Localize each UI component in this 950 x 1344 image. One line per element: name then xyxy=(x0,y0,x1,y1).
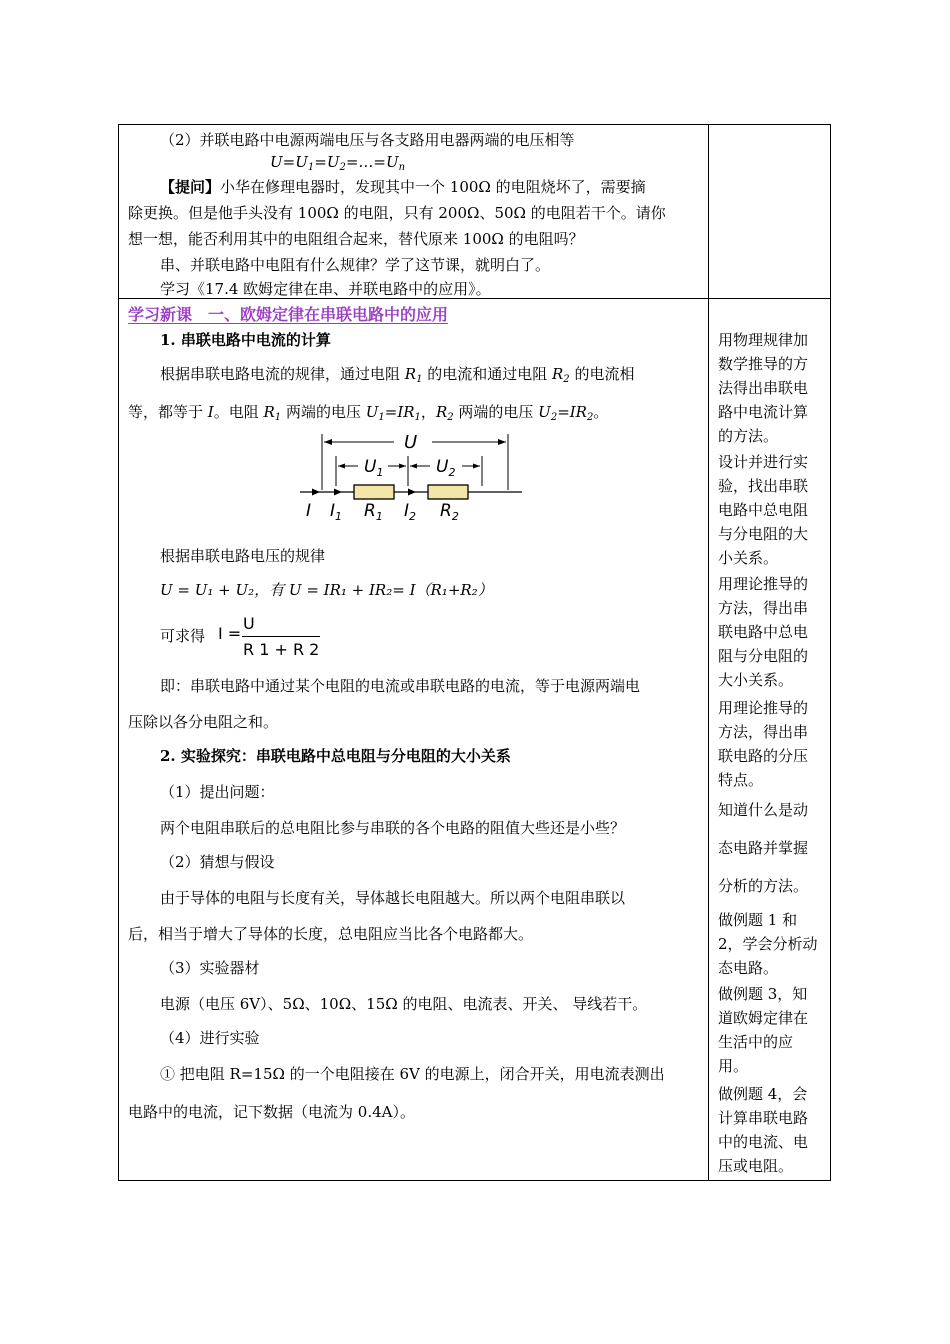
step-3-text: 电源（电压 6V）、5Ω、10Ω、15Ω 的电阻、电流表、开关、 导线若干。 xyxy=(160,995,648,1013)
sidebar-note-line: 计算串联电路 xyxy=(718,1109,809,1127)
sidebar-note-line: 大小关系。 xyxy=(718,671,794,689)
fraction-lhs: I = xyxy=(218,624,242,643)
step-4-label: （4）进行实验 xyxy=(160,1029,260,1047)
u-arrow-right xyxy=(498,439,506,445)
section-heading: 学习新课 一、欧姆定律在串联电路中的应用 xyxy=(128,305,449,324)
sidebar-note-line: 小关系。 xyxy=(718,549,779,567)
label-u: U xyxy=(404,432,418,453)
question-line-3: 想一想，能否利用其中的电阻组合起来，替代原来 100Ω 的电阻吗？ xyxy=(128,230,584,248)
label-i2: $I_2$ xyxy=(404,501,417,523)
paragraph-1-line-2: 等，都等于 I。电阻 $R_1$ 两端的电压 $U_1=IR_1$，$R_2$ 两端的电压 $U_2=IR_2$。 xyxy=(128,403,609,423)
paragraph-1-line-1: 根据串联电路电流的规律，通过电阻 $R_1$ 的电流和通过电阻 $R_2$ 的电流相 xyxy=(160,365,635,385)
step-1-text: 两个电阻串联后的总电阻比参与串联的各个电路的阻值大些还是小些？ xyxy=(160,819,626,837)
conclusion-line-1: 即：串联电路中通过某个电阻的电流或串联电路的电流，等于电源两端电 xyxy=(160,677,641,695)
subsection-2-title: 2. 实验探究：串联电路中总电阻与分电阻的大小关系 xyxy=(160,747,511,765)
sidebar-note-line: 联电路的分压 xyxy=(718,747,809,765)
sidebar-note-line: 道欧姆定律在 xyxy=(718,1009,809,1027)
intro-line: 串、并联电路中电阻有什么规律？学了这节课，就明白了。 xyxy=(160,256,551,274)
u-arrow-left xyxy=(324,439,332,445)
label-r2: $R_2$ xyxy=(440,501,459,523)
sidebar-note-line: 方法，得出串 xyxy=(718,723,809,741)
sidebar-note-line: 法得出串联电 xyxy=(718,379,809,397)
label-r1: $R_1$ xyxy=(364,501,383,523)
parallel-voltage-formula: $U=U_1=U_2=\dots=U_n$ xyxy=(270,153,406,173)
label-i: I xyxy=(306,501,312,521)
solve-prefix: 可求得 xyxy=(160,627,206,645)
sidebar-note-line: 与分电阻的大 xyxy=(718,525,809,543)
sidebar-note-line: 知道什么是动 xyxy=(718,801,809,819)
step-4-line-2: 电路中的电流，记下数据（电流为 0.4A）。 xyxy=(128,1103,415,1121)
sidebar-note-line: 设计并进行实 xyxy=(718,453,809,471)
conclusion-line-2: 压除以各分电阻之和。 xyxy=(128,713,279,731)
sidebar-note-line: 2，学会分析动 xyxy=(718,935,818,953)
sidebar-note-line: 用。 xyxy=(718,1057,749,1075)
series-circuit-diagram xyxy=(296,428,526,528)
sidebar-note-line: 数学推导的方 xyxy=(718,355,809,373)
sidebar-note-line: 分析的方法。 xyxy=(718,877,809,895)
sidebar-note-line: 用理论推导的 xyxy=(718,699,809,717)
sidebar-note-line: 用物理规律加 xyxy=(718,331,809,349)
step-2-label: （2）猜想与假设 xyxy=(160,853,275,871)
resistor-r1 xyxy=(354,485,394,499)
step-2-line-1: 由于导体的电阻与长度有关，导体越长电阻越大。所以两个电阻串联以 xyxy=(160,889,626,907)
sidebar-note-line: 态电路并掌握 xyxy=(718,839,809,857)
fraction-denominator: R 1 + R 2 xyxy=(243,640,320,659)
sidebar-note-line: 验，找出串联 xyxy=(718,477,809,495)
step-4-line-1: ① 把电阻 R=15Ω 的一个电阻接在 6V 的电源上，闭合开关，用电流表测出 xyxy=(160,1065,665,1083)
column-divider xyxy=(708,124,709,1181)
sidebar-note-line: 用理论推导的 xyxy=(718,575,809,593)
sidebar-note-line: 方法，得出串 xyxy=(718,599,809,617)
sidebar-note-line: 阻与分电阻的 xyxy=(718,647,809,665)
sidebar-note-line: 压或电阻。 xyxy=(718,1157,794,1175)
resistor-r2 xyxy=(428,485,468,499)
subsection-1-title: 1. 串联电路中电流的计算 xyxy=(160,331,331,349)
sidebar-note-line: 做例题 4，会 xyxy=(718,1085,808,1103)
sidebar-note-line: 路中电流计算 xyxy=(718,403,809,421)
sidebar-note-line: 特点。 xyxy=(718,771,764,789)
sidebar-note-line: 中的电流、电 xyxy=(718,1133,809,1151)
step-1-label: （1）提出问题： xyxy=(160,783,275,801)
fraction-numerator: U xyxy=(243,614,255,633)
sidebar-note-line: 生活中的应 xyxy=(718,1033,794,1051)
voltage-equation: U = U₁ + U₂，有 U = IR₁ + IR₂= I（R₁+R₂） xyxy=(160,581,493,599)
study-line: 学习《17.4 欧姆定律在串、并联电路中的应用》。 xyxy=(160,280,491,298)
sidebar-note-line: 态电路。 xyxy=(718,959,779,977)
step-2-line-2: 后，相当于增大了导体的长度，总电阻应当比各个电路都大。 xyxy=(128,925,534,943)
label-u1: $U_1$ xyxy=(364,457,384,479)
question-line-1: 【提问】小华在修理电器时，发现其中一个 100Ω 的电阻烧坏了，需要摘 xyxy=(160,178,646,196)
sidebar-note-line: 的方法。 xyxy=(718,427,779,445)
step-3-label: （3）实验器材 xyxy=(160,959,260,977)
fraction-bar xyxy=(242,636,320,637)
sidebar-note-line: 做例题 1 和 xyxy=(718,911,798,929)
question-line-2: 除更换。但是他手头没有 100Ω 的电阻，只有 200Ω、50Ω 的电阻若干个。请你 xyxy=(128,204,666,222)
parallel-voltage-rule: （2）并联电路中电源两端电压与各支路用电器两端的电压相等 xyxy=(160,131,575,149)
label-u2: $U_2$ xyxy=(436,457,456,479)
sidebar-note-line: 做例题 3，知 xyxy=(718,985,808,1003)
voltage-rule-line: 根据串联电路电压的规律 xyxy=(160,547,326,565)
label-i1: $I_1$ xyxy=(330,501,343,523)
sidebar-note-line: 联电路中总电 xyxy=(718,623,809,641)
sidebar-note-line: 电路中总电阻 xyxy=(718,501,809,519)
